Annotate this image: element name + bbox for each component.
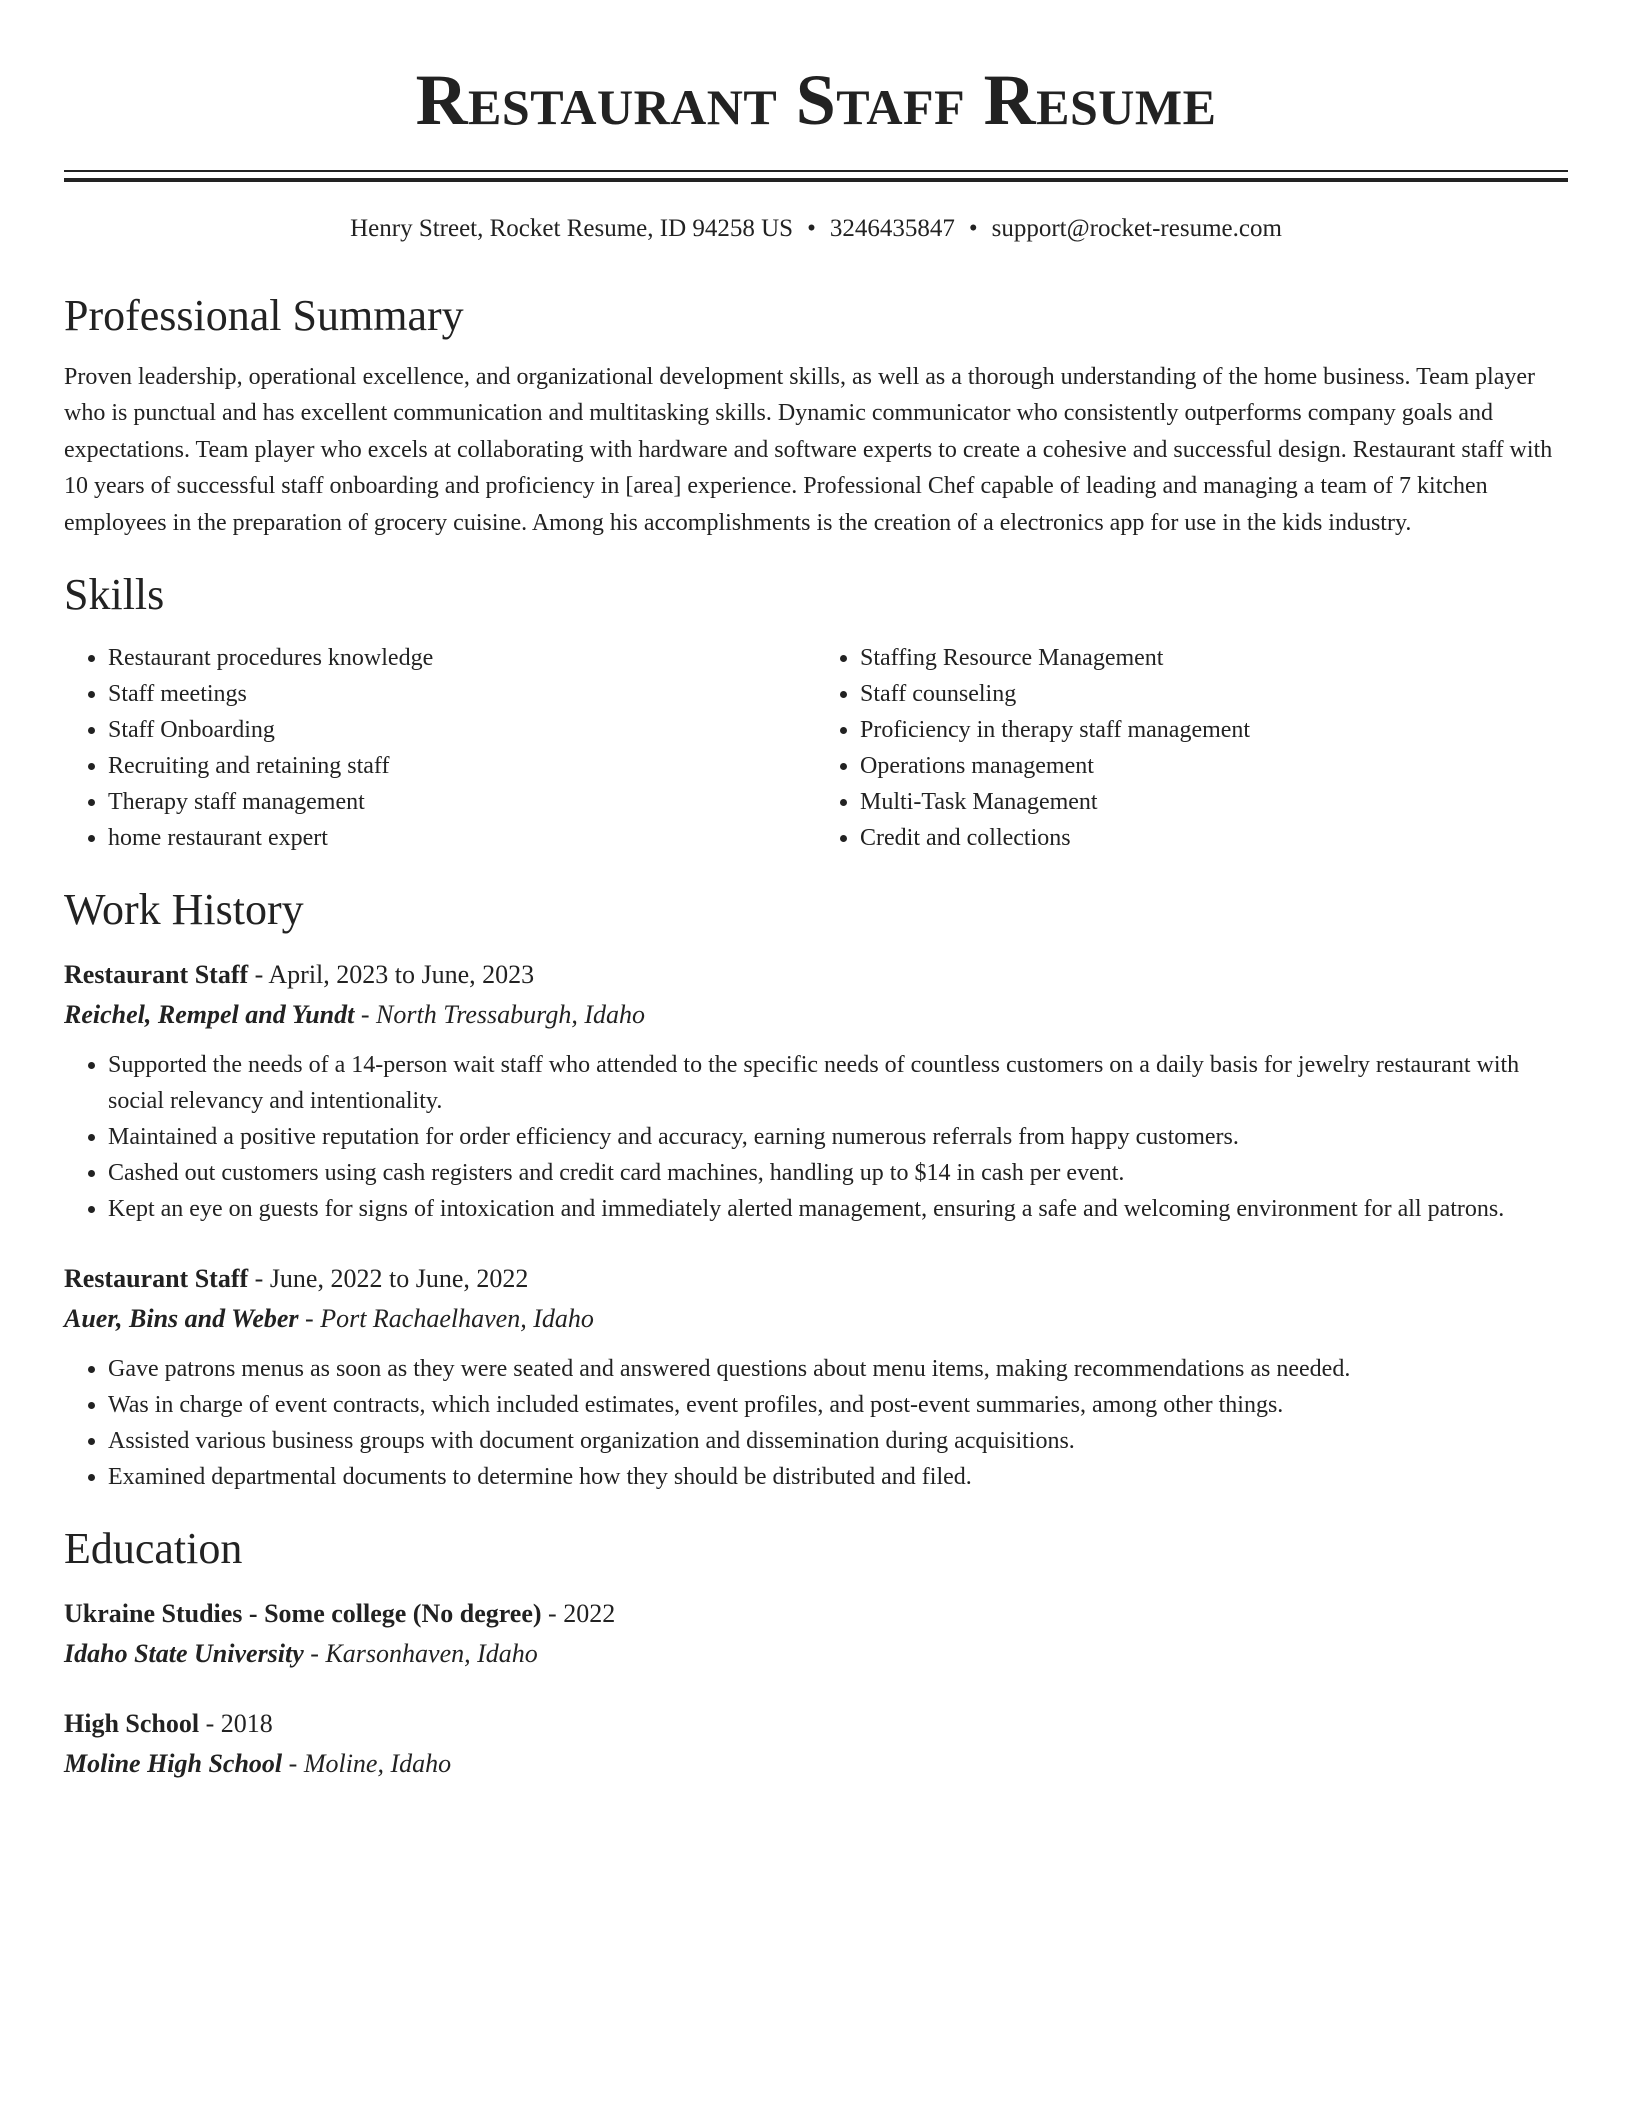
education-school: Moline High School xyxy=(64,1748,283,1778)
job-location: - Port Rachaelhaven, Idaho xyxy=(298,1303,594,1333)
job-entry xyxy=(64,1259,1568,1495)
skills-column-left xyxy=(64,640,816,856)
job-location: - North Tressaburgh, Idaho xyxy=(354,999,645,1029)
job-employer xyxy=(64,995,1568,1035)
education-degree-line xyxy=(64,1594,1568,1634)
job-company: Reichel, Rempel and Yundt xyxy=(64,999,355,1029)
title-divider-thin xyxy=(64,170,1568,172)
contact-email: support@rocket-resume.com xyxy=(991,215,1282,242)
skill-item: • Operations management xyxy=(860,748,1568,784)
contact-address: Henry Street, Rocket Resume, ID 94258 US xyxy=(350,215,794,242)
education-school-line xyxy=(64,1744,1568,1784)
education-degree: High School xyxy=(64,1708,200,1738)
job-bullets xyxy=(64,1047,1568,1227)
education-heading: Education xyxy=(64,1523,243,1573)
contact-separator: • xyxy=(807,215,816,242)
job-title: Restaurant Staff xyxy=(64,1263,249,1293)
contact-phone: 3246435847 xyxy=(829,215,955,242)
education-school-line xyxy=(64,1634,1568,1674)
resume-title: Restaurant Staff Resume xyxy=(415,60,1217,140)
skill-item: • Staffing Resource Management xyxy=(860,640,1568,676)
work-history-heading: Work History xyxy=(64,885,304,935)
education-degree-line xyxy=(64,1704,1568,1744)
job-bullet: • Examined departmental documents to determine how they should be distributed and filed. xyxy=(108,1459,1568,1495)
education-location: - Karsonhaven, Idaho xyxy=(303,1638,538,1668)
job-dates: - June, 2022 to June, 2022 xyxy=(248,1263,529,1293)
education-year: - 2022 xyxy=(541,1598,616,1628)
job-dates: - April, 2023 to June, 2023 xyxy=(248,959,535,989)
job-bullets xyxy=(64,1351,1568,1495)
job-bullet: • Was in charge of event contracts, which included estimates, event profiles, and post-event summaries, among other things. xyxy=(108,1387,1568,1423)
job-entry xyxy=(64,955,1568,1227)
education-entry xyxy=(64,1594,1568,1674)
education-location: - Moline, Idaho xyxy=(282,1748,452,1778)
skills-column-right xyxy=(816,640,1568,856)
education-degree: Ukraine Studies - Some college (No degree) xyxy=(64,1598,542,1628)
job-bullet: • Assisted various business groups with document organization and dissemination during acquisitions. xyxy=(108,1423,1568,1459)
skill-item: • Therapy staff management xyxy=(108,784,816,820)
job-title: Restaurant Staff xyxy=(64,959,249,989)
skill-item: • Staff Onboarding xyxy=(108,712,816,748)
skill-item: • Credit and collections xyxy=(860,820,1568,856)
job-employer xyxy=(64,1299,1568,1339)
contact-separator: • xyxy=(968,215,978,242)
skill-item: • Staff counseling xyxy=(860,676,1568,712)
job-bullet: • Supported the needs of a 14-person wait staff who attended to the specific needs of countless customers on a daily basis for jewelry restaurant with social relevancy and intentionality. xyxy=(108,1047,1568,1119)
education-school: Idaho State University xyxy=(64,1638,304,1668)
job-bullet: • Maintained a positive reputation for order efficiency and accuracy, earning numerous referrals from happy customers. xyxy=(108,1119,1568,1155)
summary-heading: Professional Summary xyxy=(64,291,464,340)
summary-text: Proven leadership, operational excellence, and organizational development skills, as well as a thorough understanding of the home business. Team player who is punctual and has excellent communication and multitasking skills. Dynamic communicator who consistently outperforms company goals and expectations. Team player who excels at collaborating with hardware and software experts to create a cohesive and successful design. Restaurant staff with 10 years of successful staff onboarding and proficiency in [area] experience. Professional Chef capable of leading and managing a team of 7 kitchen employees in the preparation of grocery cuisine. Among his accomplishments is the creation of a electronics app for use in the kids industry. xyxy=(64,363,1553,536)
skill-item: • Recruiting and retaining staff xyxy=(108,748,816,784)
skills-heading: Skills xyxy=(64,570,165,620)
education-entry xyxy=(64,1704,1568,1784)
skill-item: • Staff meetings xyxy=(108,676,816,712)
skills-list xyxy=(64,640,1568,856)
job-bullet: • Gave patrons menus as soon as they were seated and answered questions about menu items, making recommendations as needed. xyxy=(108,1351,1568,1387)
education-year: - 2018 xyxy=(199,1708,273,1738)
skill-item: • Multi-Task Management xyxy=(860,784,1568,820)
job-header xyxy=(64,955,1568,995)
job-bullet: • Cashed out customers using cash registers and credit card machines, handling up to $14 in cash per event. xyxy=(108,1155,1568,1191)
skill-item: • home restaurant expert xyxy=(108,820,816,856)
job-bullet: • Kept an eye on guests for signs of intoxication and immediately alerted management, ensuring a safe and welcoming environment for all patrons. xyxy=(108,1191,1568,1227)
contact-line xyxy=(64,214,1568,244)
skill-item: • Proficiency in therapy staff management xyxy=(860,712,1568,748)
title-divider-thick xyxy=(64,178,1568,182)
job-company: Auer, Bins and Weber xyxy=(64,1303,299,1333)
skill-item: • Restaurant procedures knowledge xyxy=(108,640,816,676)
job-header xyxy=(64,1259,1568,1299)
